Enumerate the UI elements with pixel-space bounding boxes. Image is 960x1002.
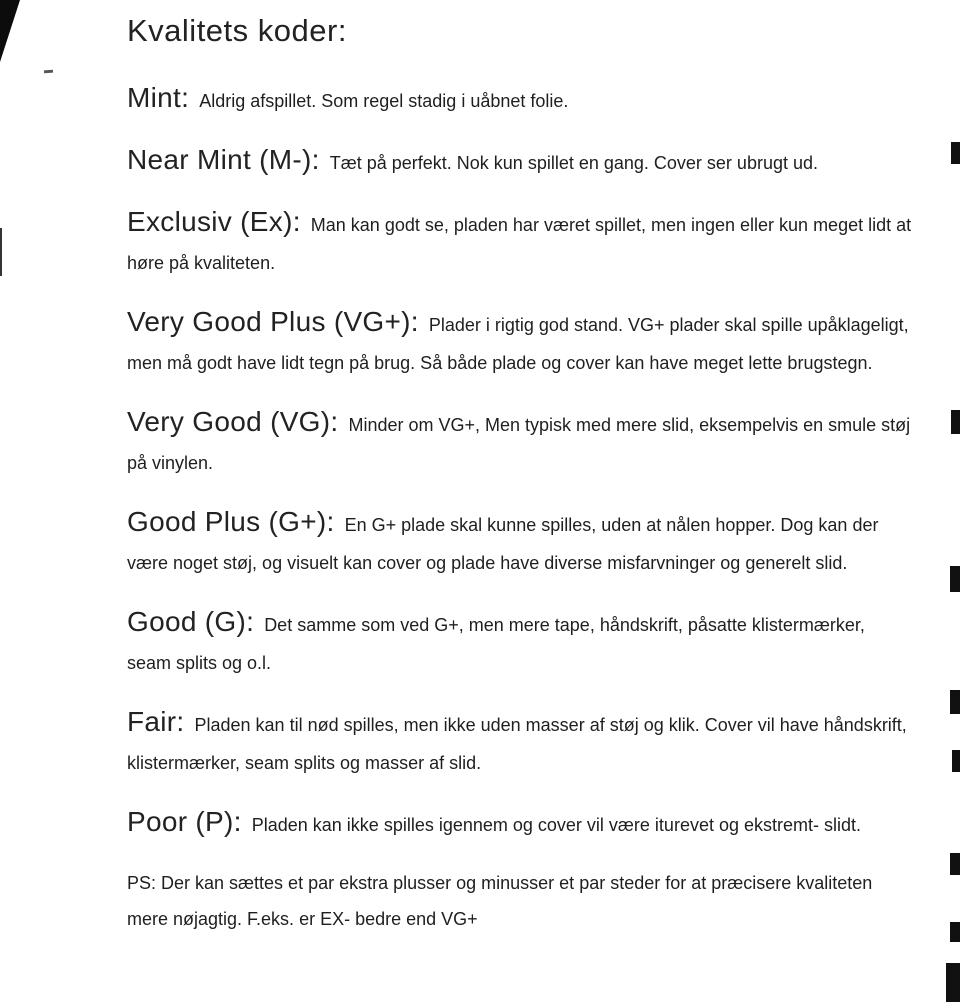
grade-entry-good [127, 603, 913, 682]
grade-entry-very-good [127, 403, 913, 482]
scan-artifact-left-line [0, 228, 2, 276]
grade-description: Plader i rigtig god stand. VG+ plader skal spille upåklageligt, men må godt have lidt tegn på brug. Så både plade og cover kan have meget lette brugstegn. [127, 315, 909, 374]
grade-term: Fair: [127, 706, 185, 738]
grade-description: Man kan godt se, pladen har været spillet, men ingen eller kun meget lidt at høre på kvaliteten. [127, 215, 912, 274]
scan-artifact-right-1 [951, 142, 960, 164]
grade-description: Tæt på perfekt. Nok kun spillet en gang. Cover ser ubrugt ud. [329, 153, 818, 174]
grade-entry-fair [127, 703, 913, 782]
scan-artifact-bottom-right [946, 963, 960, 1002]
scan-artifact-top-left [0, 0, 20, 62]
grade-entry-mint [127, 79, 913, 120]
grade-term: Near Mint (M-): [127, 144, 320, 176]
grade-entry-poor [127, 803, 913, 844]
grade-description: Pladen kan til nød spilles, men ikke uden masser af støj og klik. Cover vil have håndskrift, klistermærker, seam splits og masser af slid. [127, 715, 907, 774]
scan-artifact-right-7 [950, 922, 960, 942]
grade-term: Good (G): [127, 606, 255, 638]
scan-artifact-right-4 [950, 690, 960, 714]
grade-term: Exclusiv (Ex): [127, 206, 301, 238]
scan-artifact-right-5 [952, 750, 960, 772]
scan-artifact-dash [44, 70, 53, 74]
scan-artifact-right-2 [951, 410, 960, 434]
grade-description: En G+ plade skal kunne spilles, uden at nålen hopper. Dog kan der være noget støj, og visuelt kan cover og plade have diverse misfarvninger og generelt slid. [127, 515, 879, 574]
grade-entry-good-plus [127, 503, 913, 582]
grade-entry-very-good-plus [127, 303, 913, 382]
grade-entry-exclusiv [127, 203, 913, 282]
grade-description: Det samme som ved G+, men mere tape, håndskrift, påsatte klistermærker, seam splits og o.l. [127, 615, 865, 674]
grade-term: Mint: [127, 82, 190, 114]
grade-entry-near-mint [127, 141, 913, 182]
grade-term: Very Good Plus (VG+): [127, 306, 419, 338]
grade-term: Poor (P): [127, 806, 242, 838]
grade-description: Aldrig afspillet. Som regel stadig i uåbnet folie. [199, 91, 569, 112]
grade-term: Very Good (VG): [127, 406, 339, 438]
page-title: Kvalitets koder: [127, 13, 347, 48]
document-content [127, 6, 913, 937]
grade-description: Minder om VG+, Men typisk med mere slid, eksempelvis en smule støj på vinylen. [127, 415, 911, 474]
footnote: PS: Der kan sættes et par ekstra plusser og minusser et par steder for at præcisere kvaliteten mere nøjagtig. F.eks. er EX- bedre end VG+ [127, 873, 873, 930]
scan-artifact-right-3 [950, 566, 960, 592]
grade-term: Good Plus (G+): [127, 506, 335, 538]
scan-artifact-right-6 [950, 853, 960, 875]
grade-description: Pladen kan ikke spilles igennem og cover vil være iturevet og ekstremt- slidt. [251, 815, 862, 836]
